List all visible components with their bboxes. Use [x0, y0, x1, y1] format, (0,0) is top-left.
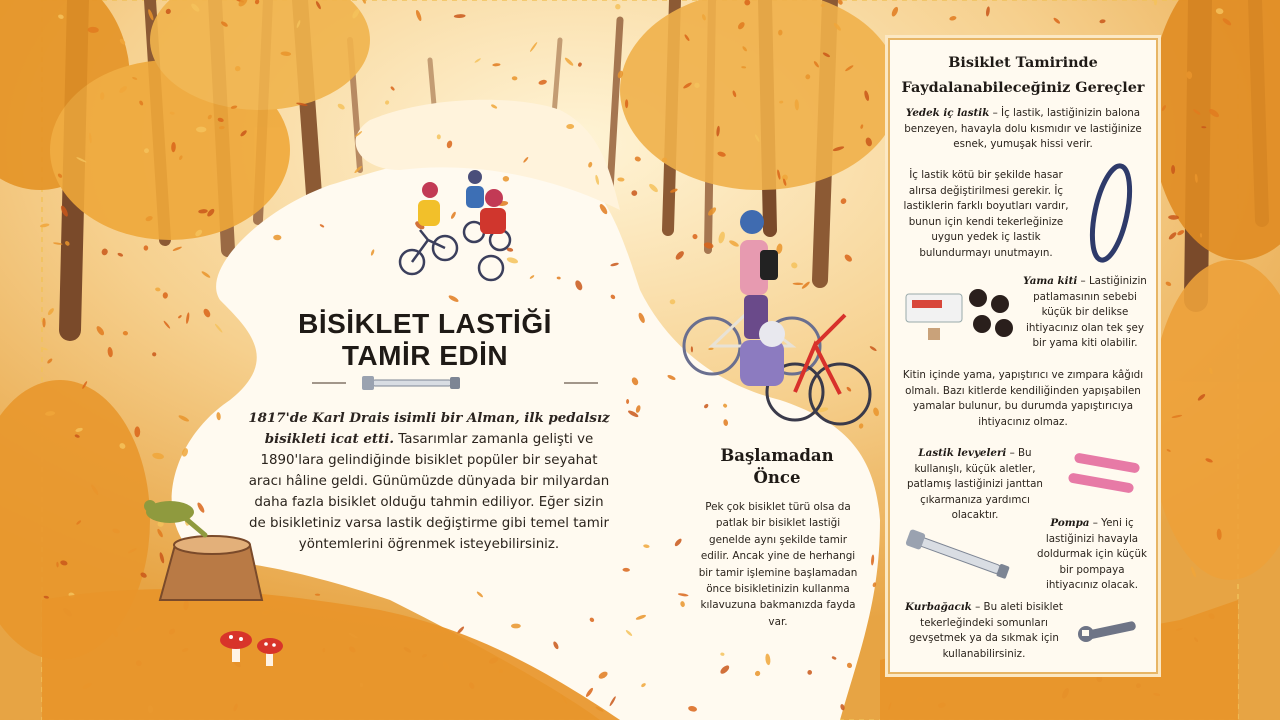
spare-tube-desc: – İç lastik, lastiğinizin balona benzeyen, havayla dolu kısmıdır ve lastiğinize esnek, yumuşak hissi verir. [904, 107, 1142, 151]
wrench-term: Kurbağacık [905, 601, 972, 613]
before-you-start-body: Pek çok bisiklet türü olsa da patlak bir bisiklet lastiği genelde aynı şekilde tamir edilir. Ancak yine de herhangi bir tamir işlemine başlamadan önce bisikletinizin kullanma kılavuzuna bakmanızda fayda var. [698, 501, 858, 628]
pump-icon [898, 528, 1026, 588]
patch-kit-term: Yama kiti [1023, 275, 1078, 287]
inner-tube-icon [1086, 158, 1136, 268]
leaf [134, 426, 140, 437]
spare-tube-term: Yedek iç lastik [905, 107, 990, 119]
leaf [196, 127, 206, 133]
intro-highlight: 1817'de Karl Drais isimli bir Alman, ilk pedalsız bisikleti icat etti. [248, 410, 610, 447]
wrench-desc: – Bu aleti bisiklet tekerleğindeki somunları gevşetmek ya da sıkmak için kullanabilirsiniz. [909, 601, 1063, 660]
patch-kit-note: Kitin içinde yama, yapıştırıcı ve zımpara kâğıdı olmalı. Bazı kitlerde kendiliğinden yapışabilen yamalar bulunur, bu durumda yapıştırıcıya ihtiyacınız olmaz. [902, 369, 1144, 428]
spare-tube-note: İç lastik kötü bir şekilde hasar alırsa değiştirilmesi gerekir. İç lastiklerin farklı boyutları vardır, bunun için kendi tekerleğinize uygun yedek iç lastik bulundurmayı unutmayın. [903, 169, 1069, 259]
pump-text [1036, 516, 1148, 594]
patch-kit-icon [904, 284, 1016, 344]
intro-body: Tasarımlar zamanla gelişti ve 1890'lara gelindiğinde bisiklet popüler bir seyahat aracı hâline geldi. Günümüzde dünyada bir milyardan daha fazla bisiklet olduğu tahmin ediliyor. Eğer sizin de bisikletiniz varsa lastik değiştirme gibi temel tamir yöntemlerini öğrenmek isteyebilirsiniz. [248, 432, 610, 552]
patch-kit-desc: – Lastiğinizin patlamasının sebebi küçük bir delikse ihtiyacınız olan tek şey bir yama kiti olabilir. [1026, 275, 1147, 350]
leaf [503, 176, 509, 182]
leaf [437, 134, 441, 139]
page-title: BİSİKLET LASTİĞİ TAMİR EDİN [298, 308, 552, 371]
leaf [511, 624, 521, 629]
intro-text [246, 408, 612, 555]
wrench-text [900, 600, 1068, 662]
spare-tube-text [902, 106, 1144, 153]
pump-desc: – Yeni iç lastiğinizi havayla doldurmak için küçük bir pompaya ihtiyacınız olacak. [1037, 517, 1147, 592]
tyre-levers-text [900, 446, 1050, 524]
tyre-lever-icon [1064, 452, 1148, 498]
pump-term: Pompa [1050, 517, 1090, 529]
wrench-icon [1074, 614, 1146, 646]
tools-panel [888, 38, 1158, 674]
patch-kit-text [1022, 274, 1148, 352]
before-you-start-title: Başlamadan Önce [720, 446, 834, 487]
tools-panel-title: Bisiklet Tamirinde Faydalanabileceğiniz Gereçler [901, 54, 1145, 96]
tyre-levers-term: Lastik levyeleri [918, 447, 1007, 459]
leaf [625, 99, 628, 108]
tyre-levers-desc: – Bu kullanışlı, küçük aletler, patlamış lastiğinizi janttan çıkarmanıza yardımcı olacaktır. [907, 447, 1043, 522]
